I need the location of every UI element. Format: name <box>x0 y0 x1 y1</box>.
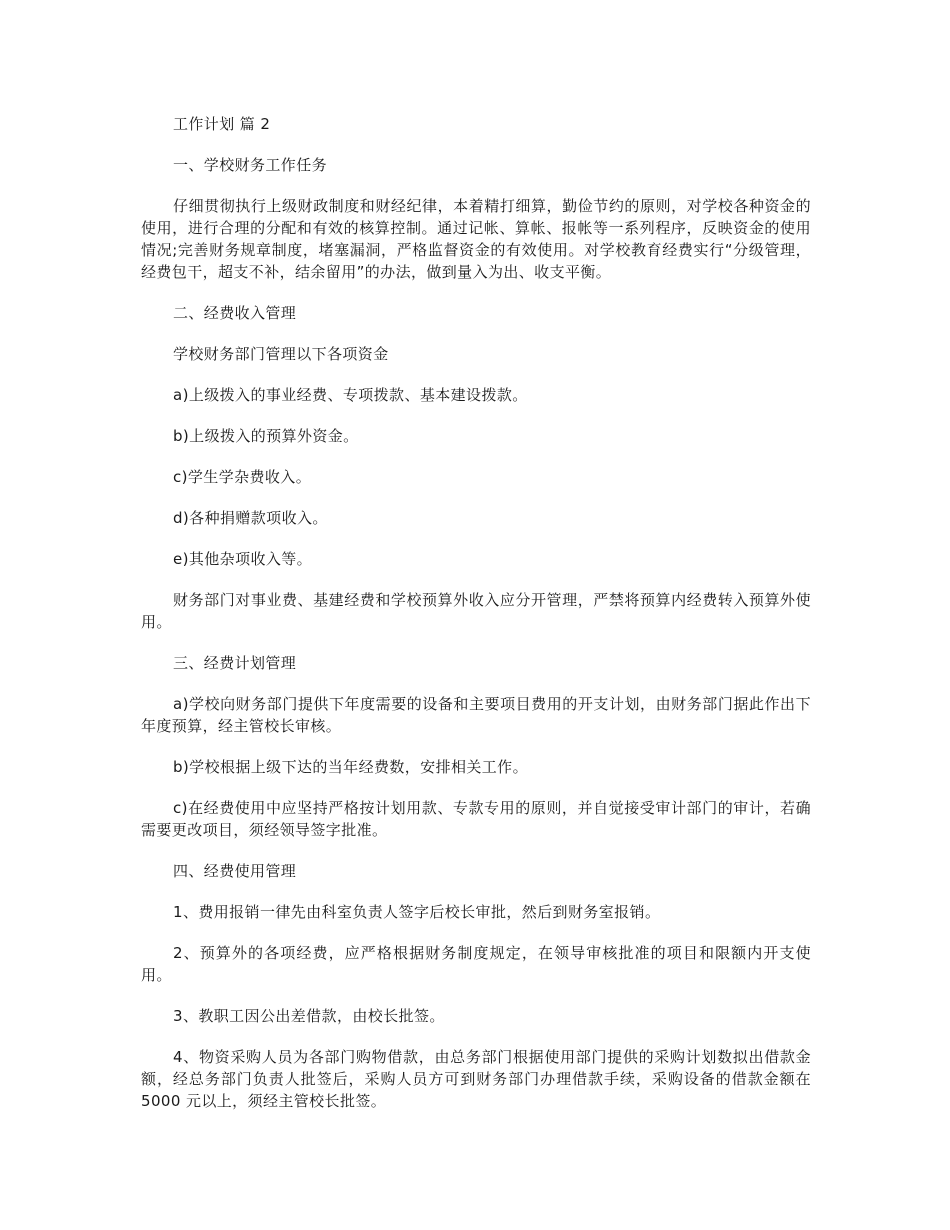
paragraph: 学校财务部门管理以下各项资金 <box>173 345 389 363</box>
section-heading: 一、学校财务工作任务 <box>173 156 328 174</box>
list-item: b)学校根据上级下达的当年经费数，安排相关工作。 <box>173 758 528 776</box>
list-item: c)在经费使用中应坚持严格按计划用款、专款专用的原则，并自觉接受审计部门的审计，若确需要更改项目，须经领导签字批准。 <box>141 799 811 839</box>
document-body <box>141 113 811 1131</box>
list-item: e)其他杂项收入等。 <box>173 550 313 568</box>
list-item: 4、物资采购人员为各部门购物借款，由总务部门根据使用部门提供的采购计划数拟出借款金额，经总务部门负责人批签后，采购人员方可到财务部门办理借款手续，采购设备的借款金额在 5000 元以上，须经主管校长批签。 <box>141 1048 811 1110</box>
list-item: c)学生学杂费收入。 <box>173 468 312 486</box>
list-item: 1、费用报销一律先由科室负责人签字后校长审批，然后到财务室报销。 <box>173 903 661 921</box>
document-title: 工作计划 篇 2 <box>173 115 271 133</box>
section-heading: 三、经费计划管理 <box>173 654 297 672</box>
list-item: 3、教职工因公出差借款，由校长批签。 <box>173 1007 445 1025</box>
list-item: 2、预算外的各项经费，应严格根据财务制度规定，在领导审核批准的项目和限额内开支使用。 <box>141 944 811 984</box>
list-item: d)各种捐赠款项收入。 <box>173 509 328 527</box>
list-item: a)学校向财务部门提供下年度需要的设备和主要项目费用的开支计划，由财务部门据此作出下年度预算，经主管校长审核。 <box>141 695 811 735</box>
section-heading: 二、经费收入管理 <box>173 304 297 322</box>
section-heading: 四、经费使用管理 <box>173 862 297 880</box>
list-item: a)上级拨入的事业经费、专项拨款、基本建设拨款。 <box>173 386 528 404</box>
paragraph: 仔细贯彻执行上级财政制度和财经纪律，本着精打细算，勤俭节约的原则，对学校各种资金的使用，进行合理的分配和有效的核算控制。通过记帐、算帐、报帐等一系列程序，反映资金的使用情况;完善财务规章制度，堵塞漏洞，严格监督资金的有效使用。对学校教育经费实行“分级管理，经费包干，超支不补，结余留用”的办法，做到量入为出、收支平衡。 <box>141 197 811 281</box>
list-item: b)上级拨入的预算外资金。 <box>173 427 359 445</box>
paragraph: 财务部门对事业费、基建经费和学校预算外收入应分开管理，严禁将预算内经费转入预算外使用。 <box>141 591 811 631</box>
